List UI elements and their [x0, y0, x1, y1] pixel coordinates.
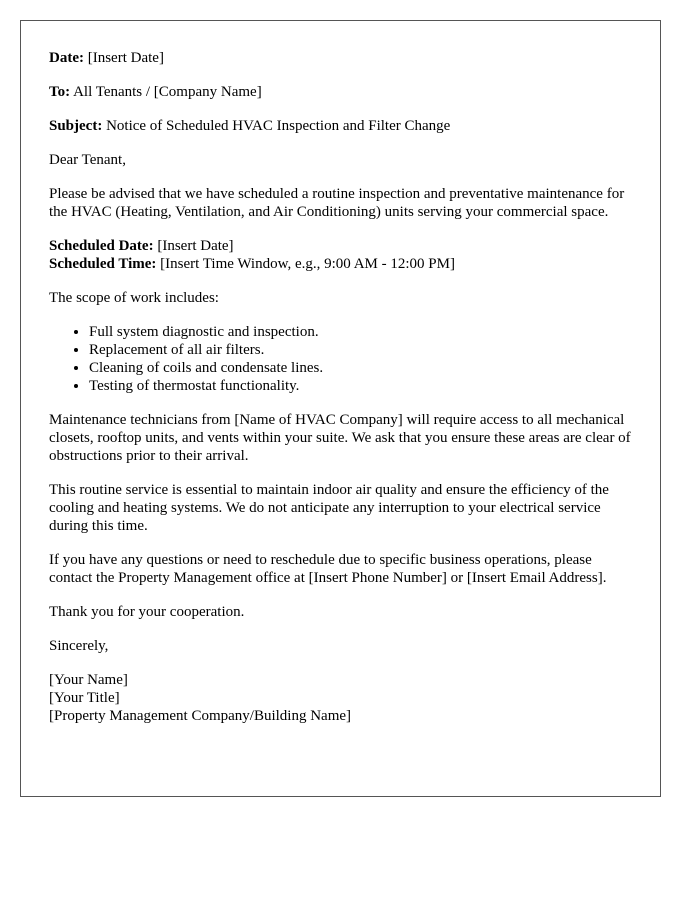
- scope-list: [49, 323, 632, 395]
- date-line: [49, 49, 632, 67]
- letter: [20, 20, 661, 797]
- to-line: [49, 83, 632, 101]
- date-label: Date:: [49, 50, 84, 66]
- to-label: To:: [49, 84, 71, 100]
- scheduled-date-label: Scheduled Date:: [49, 238, 154, 254]
- scheduled-date-value: [Insert Date]: [157, 238, 234, 254]
- signature-title: [Your Title]: [49, 690, 120, 706]
- greeting: Dear Tenant,: [49, 152, 126, 168]
- service-paragraph: This routine service is essential to maintain indoor air quality and ensure the efficiency of the cooling and heating systems. We do not anticipate any interruption to your electrical service during this time.: [49, 482, 609, 534]
- date-value: [Insert Date]: [87, 50, 164, 66]
- list-item: • Full system diagnostic and inspection.: [89, 323, 632, 341]
- subject-label: Subject:: [49, 118, 103, 134]
- to-value: All Tenants / [Company Name]: [73, 84, 262, 100]
- subject-value: Notice of Scheduled HVAC Inspection and Filter Change: [106, 118, 451, 134]
- intro-paragraph: Please be advised that we have scheduled a routine inspection and preventative maintenance for the HVAC (Heating, Ventilation, and Air Conditioning) units serving your commercial space.: [49, 186, 625, 220]
- scheduled-time-value: [Insert Time Window, e.g., 9:00 AM - 12:00 PM]: [160, 256, 455, 272]
- signature-block: [49, 671, 632, 725]
- closing-line: Sincerely,: [49, 638, 109, 654]
- list-item: • Cleaning of coils and condensate lines.: [89, 359, 632, 377]
- signature-company: [Property Management Company/Building Name]: [49, 708, 352, 724]
- scope-intro: The scope of work includes:: [49, 290, 219, 306]
- signature-name: [Your Name]: [49, 672, 128, 688]
- contact-paragraph: If you have any questions or need to reschedule due to specific business operations, please contact the Property Management office at [Insert Phone Number] or [Insert Email Address].: [49, 552, 607, 586]
- schedule-block: [49, 237, 632, 273]
- thanks-line: Thank you for your cooperation.: [49, 604, 245, 620]
- access-paragraph: Maintenance technicians from [Name of HVAC Company] will require access to all mechanical closets, rooftop units, and vents within your suite. We ask that you ensure these areas are clear of obstructions prior to their arrival.: [49, 412, 631, 464]
- list-item: • Testing of thermostat functionality.: [89, 377, 632, 395]
- subject-line: [49, 117, 632, 135]
- list-item: • Replacement of all air filters.: [89, 341, 632, 359]
- scheduled-time-label: Scheduled Time:: [49, 256, 157, 272]
